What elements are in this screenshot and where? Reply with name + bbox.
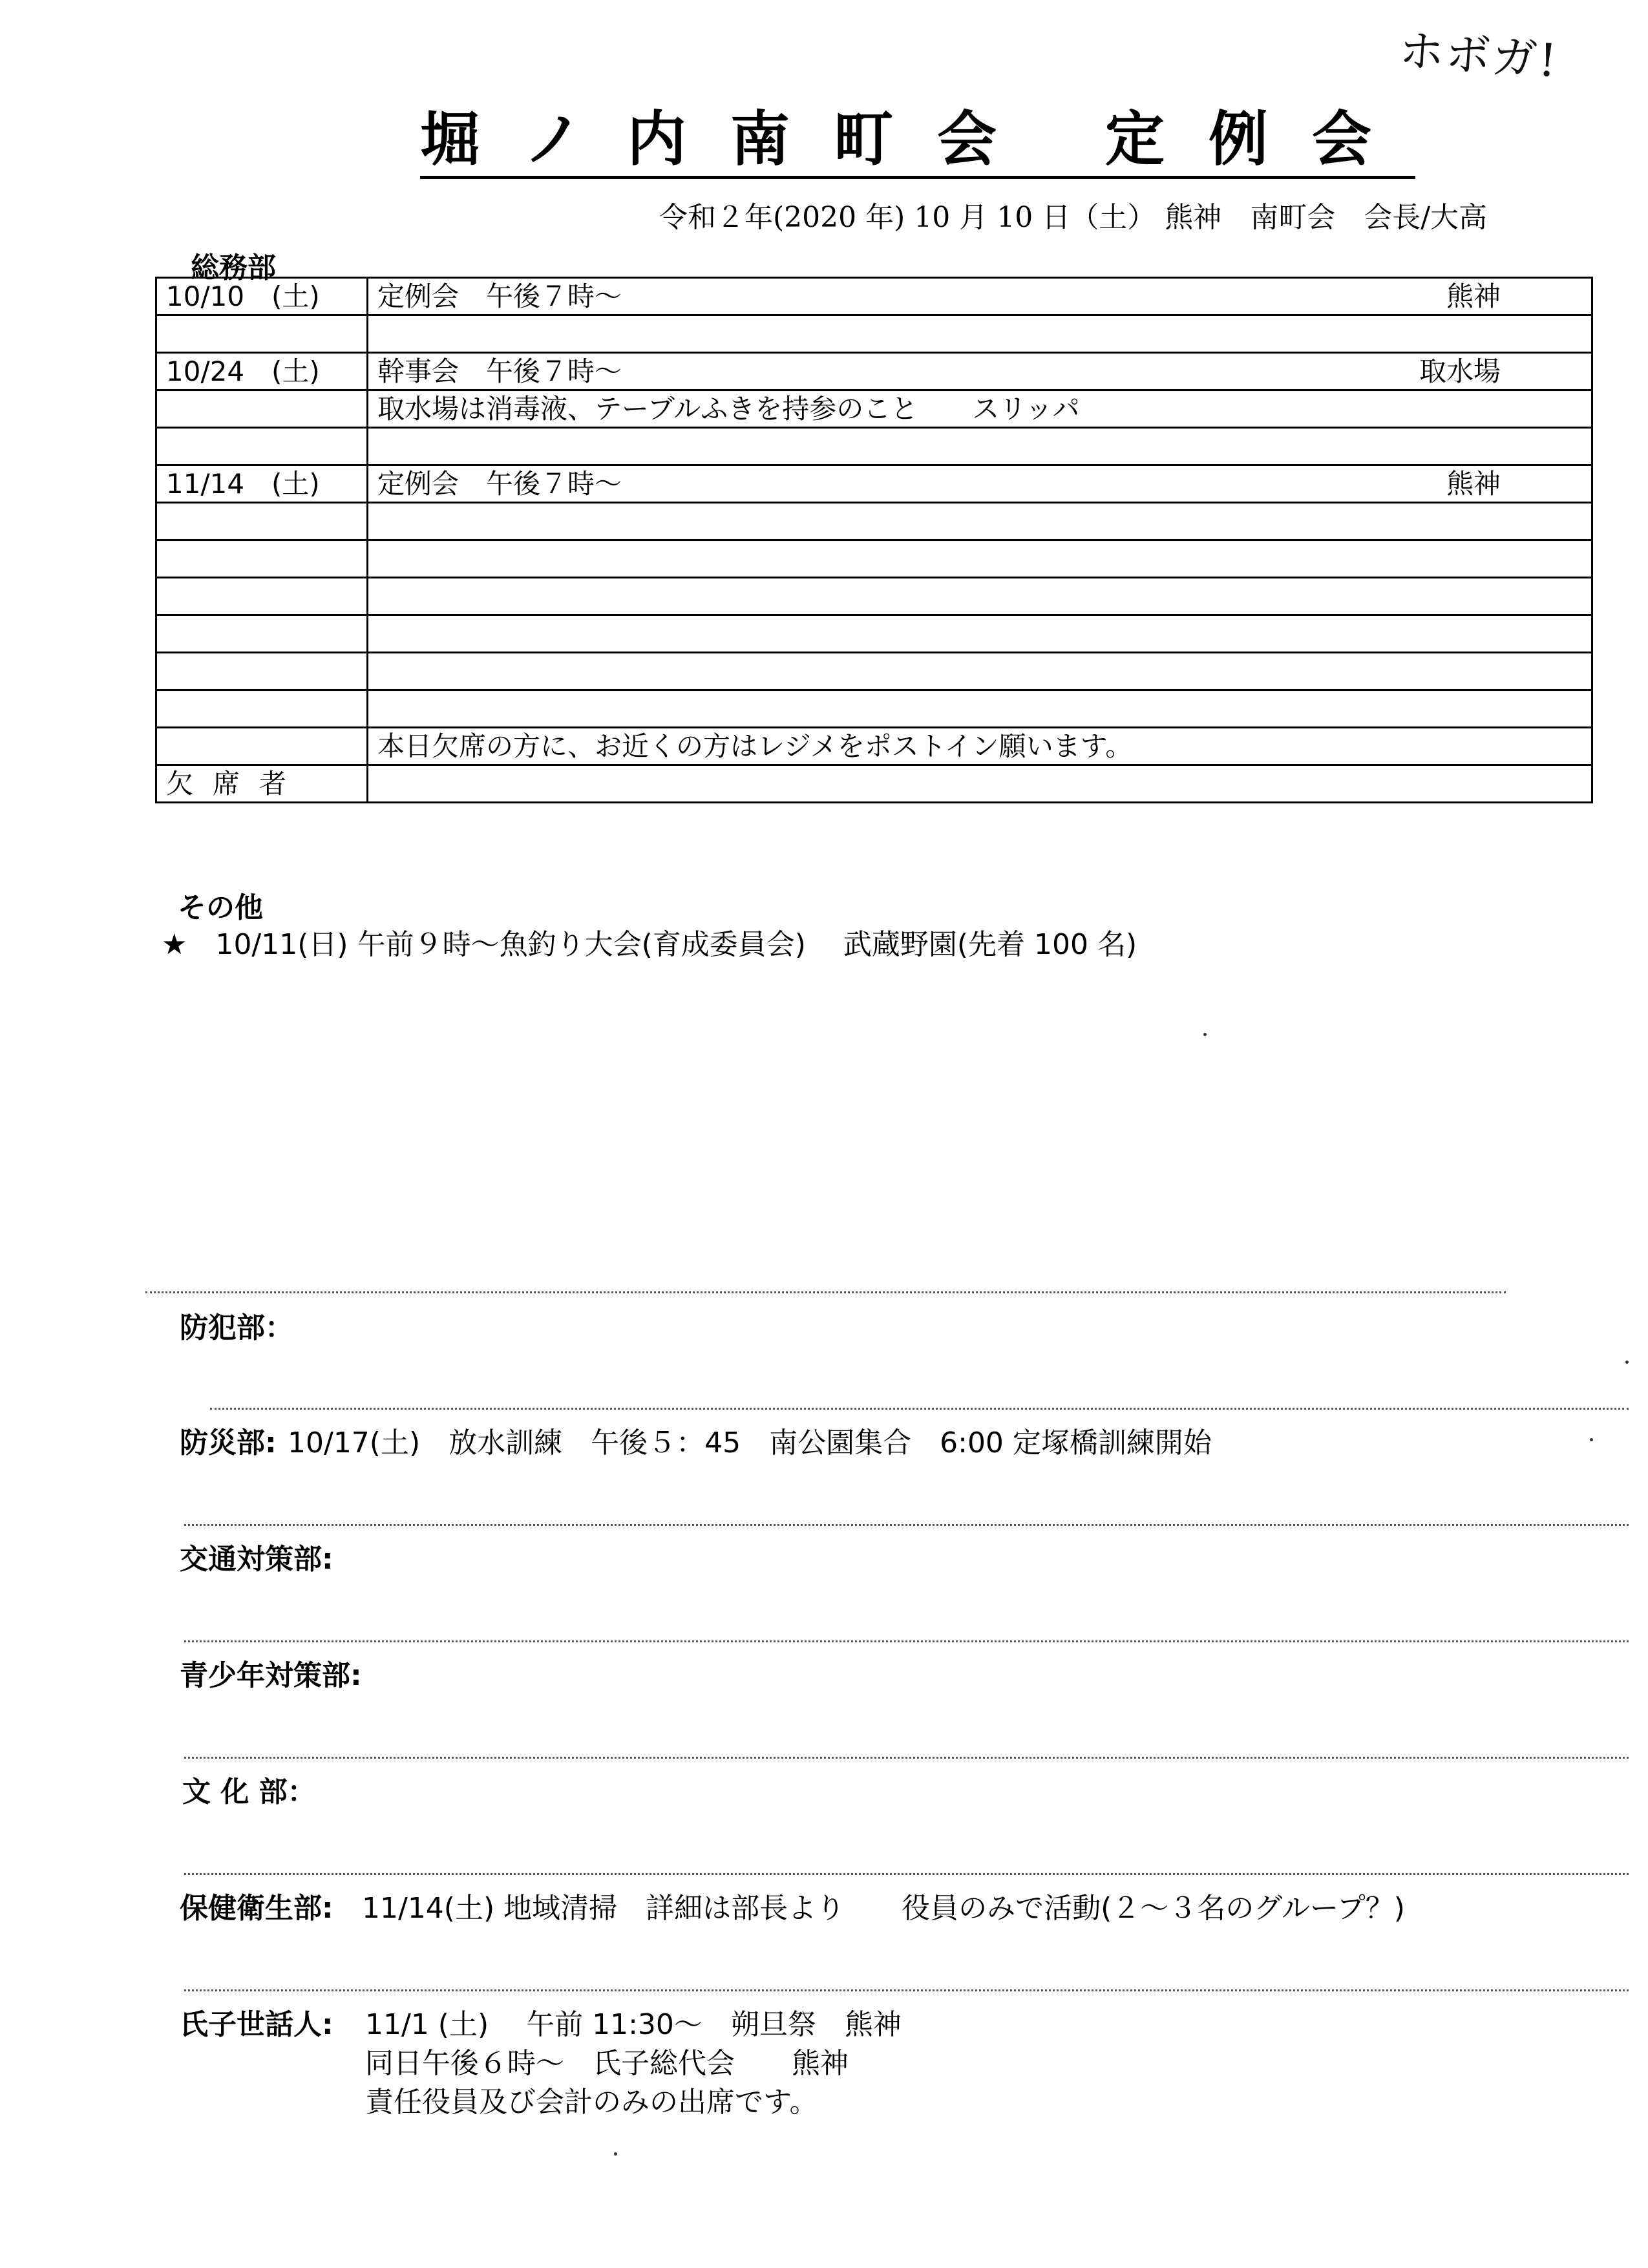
schedule-row: [156, 578, 1592, 615]
schedule-location: 取水場: [1419, 355, 1501, 387]
schedule-content: 取水場は消毒液、テーブルふきを持参のこと スリッパ: [377, 392, 1080, 425]
schedule-date-cell: [156, 578, 368, 615]
schedule-content-cell: [368, 765, 1592, 803]
schedule-content-cell: [368, 653, 1592, 690]
schedule-row: [156, 690, 1592, 728]
schedule-content-cell: [368, 390, 1592, 428]
page-title: 堀ノ内南町会 定例会: [420, 107, 1415, 179]
schedule-row: [156, 765, 1592, 803]
schedule-location: 熊神: [1446, 280, 1501, 312]
sonota-section-label: その他: [178, 891, 263, 924]
bunka-label: 文 化 部：: [182, 1775, 316, 1808]
schedule-content: 定例会 午後７時～: [377, 280, 622, 312]
schedule-content-cell: [368, 615, 1592, 653]
schedule-row: [156, 278, 1592, 315]
divider: [184, 1873, 1629, 1875]
divider: [210, 1408, 1629, 1410]
schedule-date-cell: [156, 653, 368, 690]
divider: [184, 1524, 1629, 1526]
schedule-content: 幹事会 午後７時～: [377, 355, 622, 387]
schedule-row: [156, 615, 1592, 653]
handwritten-stamp: ホボガ!: [1397, 23, 1560, 88]
schedule-row: [156, 428, 1592, 465]
schedule-date: 11/14 (土): [166, 467, 320, 500]
schedule-row: [156, 728, 1592, 765]
scan-speck: [1590, 1438, 1593, 1441]
divider: [184, 1640, 1629, 1642]
schedule-row: [156, 315, 1592, 353]
schedule-row: [156, 503, 1592, 540]
divider: [184, 1989, 1629, 1991]
schedule-date-cell: [156, 690, 368, 728]
schedule-content: 定例会 午後７時～: [377, 467, 622, 500]
schedule-location: 熊神: [1446, 467, 1501, 500]
schedule-content-cell: [368, 540, 1592, 578]
somu-section-label: 総務部: [191, 251, 276, 284]
scan-speck: [614, 2152, 617, 2156]
hoken-text: 11/14(土) 地域清掃 詳細は部長より 役員のみで活動(２～３名のグループ？): [362, 1892, 1405, 1925]
schedule-content-cell: [368, 353, 1592, 390]
koutsuu-label: 交通対策部:: [180, 1543, 333, 1576]
schedule-content-cell: [368, 578, 1592, 615]
schedule-row: [156, 390, 1592, 428]
ujiko-line: 11/1 (土) 午前 11:30～ 朔旦祭 熊神: [365, 2008, 902, 2041]
schedule-date-cell: [156, 353, 368, 390]
bouhan-label: 防犯部：: [180, 1311, 293, 1344]
schedule-content-cell: [368, 503, 1592, 540]
schedule-content-cell: [368, 728, 1592, 765]
somu-schedule-table: [155, 277, 1593, 803]
ujiko-line: 責任役員及び会計のみの出席です。: [365, 2086, 818, 2119]
schedule-date-cell: [156, 540, 368, 578]
meeting-info: 令和２年(2020 年) 10 月 10 日（土） 熊神 南町会 会長/大高: [659, 201, 1488, 234]
bousai-text: 10/17(土) 放水訓練 午後５：45 南公園集合 6:00 定塚橋訓練開始: [288, 1426, 1212, 1459]
schedule-row: [156, 540, 1592, 578]
schedule-date-cell: [156, 315, 368, 353]
schedule-date-cell: [156, 278, 368, 315]
bousai-label: 防災部:: [180, 1426, 277, 1459]
schedule-content: 本日欠席の方に、お近くの方はレジメをポストイン願います。: [377, 730, 1133, 762]
schedule-row: [156, 465, 1592, 503]
schedule-date: 欠席者: [166, 767, 306, 800]
schedule-date-cell: [156, 503, 368, 540]
schedule-date-cell: [156, 765, 368, 803]
schedule-date: 10/24 (土): [166, 355, 320, 387]
schedule-content-cell: [368, 690, 1592, 728]
ujiko-line: 同日午後６時～ 氏子総代会 熊神: [365, 2047, 849, 2080]
scan-speck: [1625, 1361, 1629, 1364]
schedule-content-cell: [368, 278, 1592, 315]
schedule-date-cell: [156, 728, 368, 765]
schedule-content-cell: [368, 315, 1592, 353]
scan-speck: [1203, 1033, 1207, 1036]
ujiko-label: 氏子世話人:: [180, 2008, 333, 2041]
schedule-content-cell: [368, 465, 1592, 503]
schedule-row: [156, 353, 1592, 390]
schedule-date-cell: [156, 428, 368, 465]
divider: [145, 1291, 1506, 1293]
divider: [184, 1757, 1629, 1759]
schedule-date: 10/10 (土): [166, 280, 320, 312]
schedule-date-cell: [156, 390, 368, 428]
schedule-date-cell: [156, 615, 368, 653]
schedule-content-cell: [368, 428, 1592, 465]
schedule-row: [156, 653, 1592, 690]
hoken-label: 保健衛生部:: [180, 1892, 333, 1925]
seishounen-label: 青少年対策部:: [180, 1659, 362, 1692]
schedule-date-cell: [156, 465, 368, 503]
sonota-item: ★ 10/11(日) 午前９時～魚釣り大会(育成委員会) 武蔵野園(先着 100 名): [162, 928, 1137, 961]
